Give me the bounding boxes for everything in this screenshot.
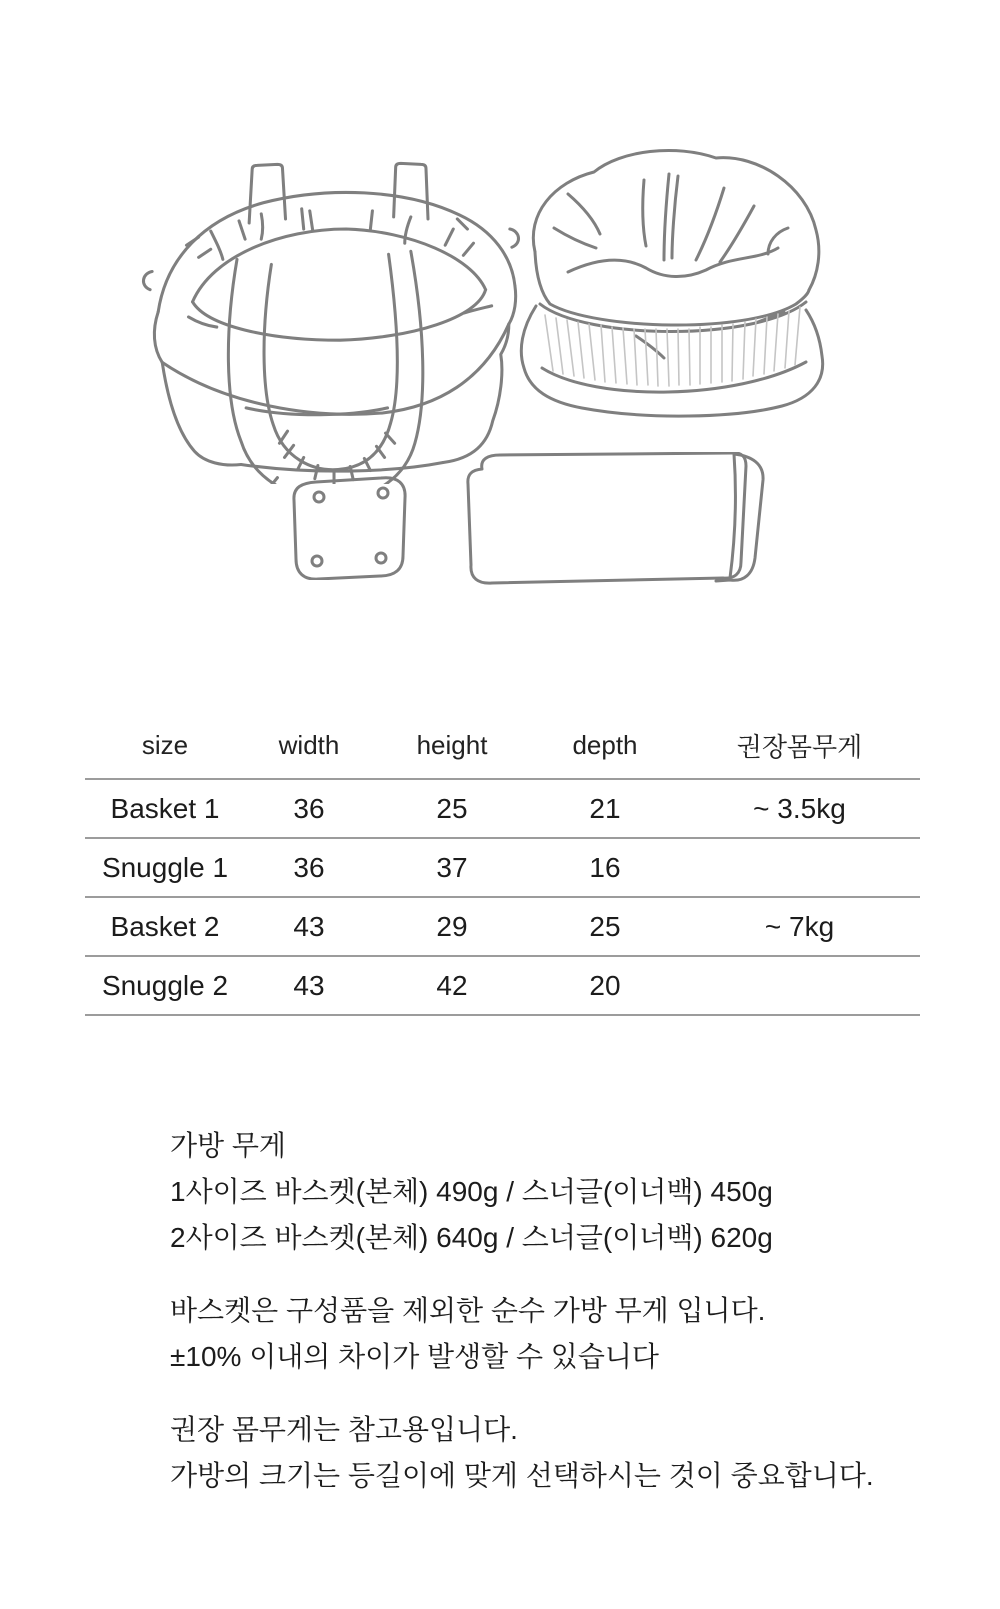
column-header-height: height (373, 712, 531, 779)
bag-weight-paragraph (170, 1123, 874, 1261)
plate-hole (312, 556, 322, 566)
cell-height: 37 (373, 838, 531, 897)
table-row (85, 897, 920, 956)
cell-weight (679, 956, 920, 1015)
plate-hole (314, 492, 324, 502)
snuggle-puff (533, 150, 819, 290)
notes-section (170, 1123, 874, 1499)
bag-weight-size2: 2사이즈 바스켓(본체) 640g / 스너글(이너백) 620g (170, 1222, 773, 1253)
size-table-header-row (85, 712, 920, 779)
snuggle-band (521, 306, 822, 416)
base-plate-illustration (286, 464, 416, 580)
size-table (85, 712, 920, 1016)
cell-width: 36 (245, 779, 373, 838)
cell-size: Snuggle 1 (85, 838, 245, 897)
basket-handle (228, 251, 422, 484)
cell-weight: ~ 7kg (679, 897, 920, 956)
plate-hole (376, 553, 386, 563)
size-guide-paragraph (170, 1407, 874, 1499)
plate-hole (378, 488, 388, 498)
snuggle-ribbing (545, 307, 800, 386)
snuggle-bed-illustration (506, 144, 838, 420)
table-row (85, 779, 920, 838)
cell-size: Basket 1 (85, 779, 245, 838)
cell-height: 42 (373, 956, 531, 1015)
basket-body (143, 229, 518, 471)
bag-weight-size1: 1사이즈 바스켓(본체) 490g / 스너글(이너백) 450g (170, 1176, 773, 1207)
guide-line1: 권장 몸무게는 참고용입니다. (170, 1414, 518, 1445)
guide-line2: 가방의 크기는 등길이에 맞게 선택하시는 것이 중요합니다. (170, 1460, 874, 1491)
cell-weight: ~ 3.5kg (679, 779, 920, 838)
cell-width: 36 (245, 838, 373, 897)
cell-height: 25 (373, 779, 531, 838)
disclaimer-line1: 바스켓은 구성품을 제외한 순수 가방 무게 입니다. (170, 1295, 766, 1326)
cell-size: Basket 2 (85, 897, 245, 956)
cell-depth: 16 (531, 838, 679, 897)
cell-width: 43 (245, 897, 373, 956)
cell-depth: 20 (531, 956, 679, 1015)
weight-disclaimer-paragraph (170, 1288, 874, 1380)
column-header-recommended-weight: 권장몸무게 (679, 712, 920, 779)
cell-width: 43 (245, 956, 373, 1015)
table-row (85, 956, 920, 1015)
column-header-depth: depth (531, 712, 679, 779)
basket-rim (154, 192, 515, 414)
basket-bag-illustration (140, 158, 524, 484)
disclaimer-line2: ±10% 이내의 차이가 발생할 수 있습니다 (170, 1341, 659, 1372)
cell-depth: 21 (531, 779, 679, 838)
column-header-width: width (245, 712, 373, 779)
table-row (85, 838, 920, 897)
cell-weight (679, 838, 920, 897)
cell-size: Snuggle 2 (85, 956, 245, 1015)
bag-weight-title: 가방 무게 (170, 1130, 286, 1161)
column-header-size: size (85, 712, 245, 779)
cell-height: 29 (373, 897, 531, 956)
cell-depth: 25 (531, 897, 679, 956)
cushion-mat-illustration (446, 452, 780, 586)
